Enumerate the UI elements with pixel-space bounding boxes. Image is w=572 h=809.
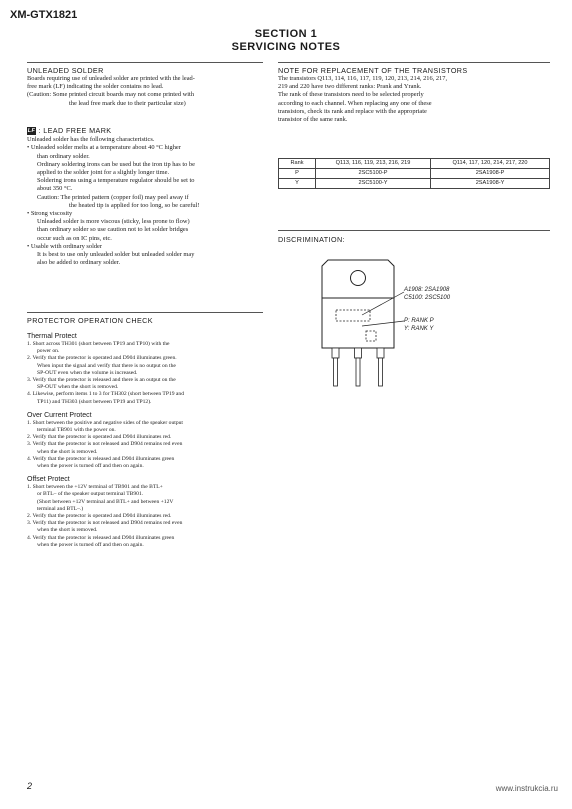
lead-free-text: Unleaded solder has the following characteristics. • Unleaded solder melts at a temperature about 40 °C higher than ordinary solder. Ordinary soldering irons can be used but the iron tip has to be applied to the solder joint for a slightly longer time. Soldering irons using a temperature regulator should be set to about 350 °C. Caution: The printed pattern (copper foil) may peel away if the heated tip is applied for too long, so be careful! • Strong viscosity Unleaded solder is more viscous (sticky, less prone to flow) than ordinary solder so use caution not to let solder bridges occur such as on IC pins, etc. • Usable with ordinary solder It is best to use only unleaded solder but unleaded solder may also be added to ordinary solder. [27, 136, 200, 267]
table-cell: 2SA1908-P [431, 169, 550, 179]
rank-table [278, 158, 550, 189]
thermal-protect-steps: 1. Short across TH301 (short between TP19 and TP10) with the power on. 2. Verify that the protector is operated and D904 illuminates green. When input the signal and verify that there is no output on the SP-OUT even when the volume is increased. 3. Verify that the protector is released and there is an output on the SP-OUT when the short is removed. 4. Likewise, perform items 1 to 3 for TH302 (short between TP19 and TP11) and TH303 (short between TP19 and TP12). [27, 341, 185, 405]
lead-free-section [27, 126, 263, 267]
transistor-replacement-section [278, 62, 550, 124]
over-current-protect-title: Over Current Protect [27, 411, 92, 419]
table-row [279, 179, 550, 189]
table-header-row [279, 159, 550, 169]
table-row [279, 169, 550, 179]
discrimination-section [278, 230, 550, 244]
table-cell: P [279, 169, 316, 179]
unleaded-solder-text: Boards requiring use of unleaded solder are printed with the lead- free mark (LF) indicating the solder contains no lead. (Caution: Some printed circuit boards may not come printed with the lead free mark due to their particular size) [27, 75, 195, 107]
thermal-protect-title: Thermal Protect [27, 333, 77, 340]
divider [27, 62, 263, 63]
table-cell: 2SC5100-Y [316, 179, 431, 189]
rank-label-y: Y: RANK Y [404, 326, 434, 332]
offset-protect-steps: 1. Short between the +12V terminal of TB901 and the BTL+ or BTL– of the speaker output terminal TB901. (Short between +12V terminal and BTL+ and between +12V terminal and BTL–.) 2. Verify that the protector is operated and D904 illuminates red. 3. Verify that the protector is not released and D904 remains red even when the short is removed. 4. Verify that the protector is released and D904 illuminates green when the power is turned off and then on again. [27, 484, 183, 548]
discrimination-heading: DISCRIMINATION: [278, 235, 345, 244]
transistor-replacement-text: The transistors Q113, 114, 116, 117, 119, 120, 213, 214, 216, 217, 219 and 220 have two different ranks: Prank and Yrank. The rank of these transistors need to be selected properly according to each channel. When replacing any one of these transistors, check its rank and replace with the appropriate transistor of the same rank. [278, 75, 448, 124]
page-number: 2 [27, 781, 33, 791]
rank-label-p: P: RANK P [404, 318, 434, 324]
leader-lines [360, 290, 410, 330]
section-number: SECTION 1 [254, 28, 318, 40]
protector-check-section [27, 312, 263, 549]
table-header-cell: Q114, 117, 120, 214, 217, 220 [431, 159, 550, 169]
part-label-c5100: C5100: 2SC5100 [404, 295, 451, 301]
protector-check-heading: PROTECTOR OPERATION CHECK [27, 316, 153, 325]
transistor-replacement-heading: NOTE FOR REPLACEMENT OF THE TRANSISTORS [278, 66, 468, 75]
lead-free-icon: LF [27, 128, 36, 135]
over-current-protect-steps: 1. Short between the positive and negative sides of the speaker output terminal TB901 with the power on. 2. Verify that the protector is operated and D904 illuminates red. 3. Verify that the protector is not released and D904 remains red even when the short is removed. 4. Verify that the protector is released and D904 illuminates green when the power is turned off and then on again. [27, 419, 183, 470]
table-header-cell: Q113, 116, 119, 213, 216, 219 [316, 159, 431, 169]
table-cell: Y [279, 179, 316, 189]
table-header-cell: Rank [279, 159, 316, 169]
unleaded-solder-heading: UNLEADED SOLDER [27, 66, 104, 75]
watermark-site: www.instrukcia.ru [495, 784, 558, 793]
divider [278, 230, 550, 231]
offset-protect-title: Offset Protect [27, 476, 70, 484]
part-label-a1908: A1908: 2SA1908 [404, 287, 450, 293]
section-title: SERVICING NOTES [231, 41, 341, 53]
lead-free-heading: LF : LEAD FREE MARK [27, 126, 112, 135]
table-cell: 2SA1908-Y [431, 179, 550, 189]
divider [27, 312, 263, 313]
model-number: XM-GTX1821 [10, 9, 78, 21]
divider [278, 62, 550, 63]
unleaded-solder-section [27, 62, 263, 108]
table-cell: 2SC5100-P [316, 169, 431, 179]
